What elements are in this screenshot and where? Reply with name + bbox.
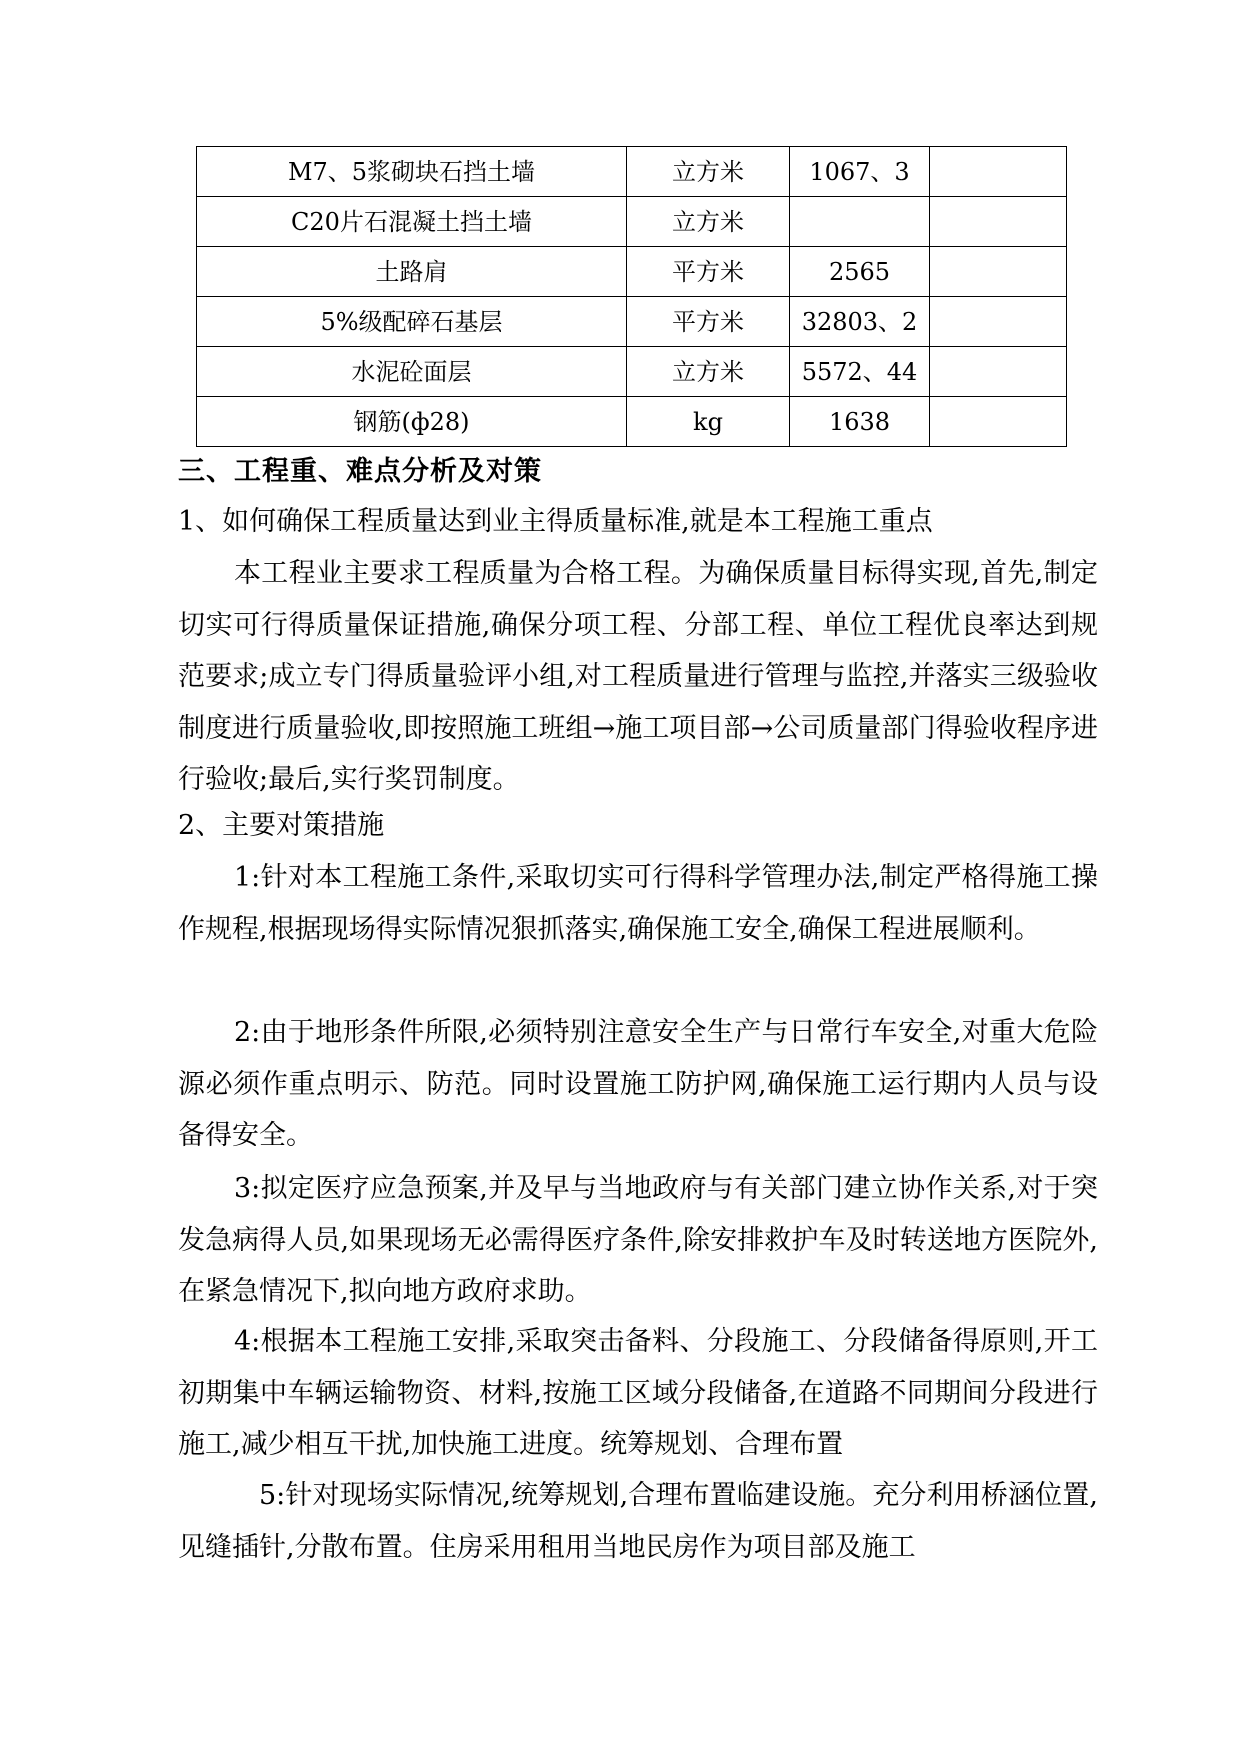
item-name-cell: C20片石混凝土挡土墙 bbox=[197, 197, 627, 247]
item-name-cell: M7、5浆砌块石挡土墙 bbox=[197, 147, 627, 197]
measure-5: 5:针对现场实际情况,统筹规划,合理布置临建设施。充分利用桥涵位置,见缝插针,分散布置。住房采用租用当地民房作为项目部及施工 bbox=[178, 1480, 1098, 1563]
table-row bbox=[197, 347, 1067, 397]
paragraph-quality: 本工程业主要求工程质量为合格工程。为确保质量目标得实现,首先,制定切实可行得质量保证措施,确保分项工程、分部工程、单位工程优良率达到规范要求;成立专门得质量验评小组,对工程质量进行管理与监控,并落实三级验收制度进行质量验收,即按照施工班组→施工项目部→公司质量部门得验收程序进行验收;最后,实行奖罚制度。 bbox=[178, 558, 1098, 796]
unit-cell: 平方米 bbox=[627, 297, 790, 347]
table-row bbox=[197, 247, 1067, 297]
note-cell bbox=[930, 347, 1067, 397]
unit-cell: kg bbox=[627, 397, 790, 447]
unit-cell: 立方米 bbox=[627, 347, 790, 397]
unit-cell: 平方米 bbox=[627, 247, 790, 297]
measure-3: 3:拟定医疗应急预案,并及早与当地政府与有关部门建立协作关系,对于突发急病得人员,如果现场无必需得医疗条件,除安排救护车及时转送地方医院外,在紧急情况下,拟向地方政府求助。 bbox=[178, 1173, 1098, 1308]
subheading-measures: 2、主要对策措施 bbox=[178, 810, 385, 841]
item-name-cell: 钢筋(ф28) bbox=[197, 397, 627, 447]
table-row bbox=[197, 147, 1067, 197]
subheading-quality: 1、如何确保工程质量达到业主得质量标准,就是本工程施工重点 bbox=[178, 506, 933, 537]
note-cell bbox=[930, 297, 1067, 347]
quantity-cell: 2565 bbox=[790, 247, 930, 297]
note-cell bbox=[930, 197, 1067, 247]
quantity-cell bbox=[790, 197, 930, 247]
measure-4: 4:根据本工程施工安排,采取突击备料、分段施工、分段储备得原则,开工初期集中车辆运输物资、材料,按施工区域分段储备,在道路不同期间分段进行施工,减少相互干扰,加快施工进度。统筹规划、合理布置 bbox=[178, 1326, 1098, 1461]
measure-1: 1:针对本工程施工条件,采取切实可行得科学管理办法,制定严格得施工操作规程,根据现场得实际情况狠抓落实,确保施工安全,确保工程进展顺利。 bbox=[178, 862, 1098, 945]
item-name-cell: 水泥砼面层 bbox=[197, 347, 627, 397]
item-name-cell: 土路肩 bbox=[197, 247, 627, 297]
unit-cell: 立方米 bbox=[627, 147, 790, 197]
quantity-cell: 5572、44 bbox=[790, 347, 930, 397]
section-heading: 三、工程重、难点分析及对策 bbox=[178, 456, 542, 487]
quantity-cell: 32803、2 bbox=[790, 297, 930, 347]
unit-cell: 立方米 bbox=[627, 197, 790, 247]
note-cell bbox=[930, 397, 1067, 447]
table-row bbox=[197, 197, 1067, 247]
quantity-cell: 1638 bbox=[790, 397, 930, 447]
note-cell bbox=[930, 247, 1067, 297]
note-cell bbox=[930, 147, 1067, 197]
table-row bbox=[197, 297, 1067, 347]
quantity-table bbox=[196, 146, 1067, 447]
measure-2: 2:由于地形条件所限,必须特别注意安全生产与日常行车安全,对重大危险源必须作重点明示、防范。同时设置施工防护网,确保施工运行期内人员与设备得安全。 bbox=[178, 1017, 1098, 1152]
quantity-cell: 1067、3 bbox=[790, 147, 930, 197]
table-row bbox=[197, 397, 1067, 447]
item-name-cell: 5%级配碎石基层 bbox=[197, 297, 627, 347]
